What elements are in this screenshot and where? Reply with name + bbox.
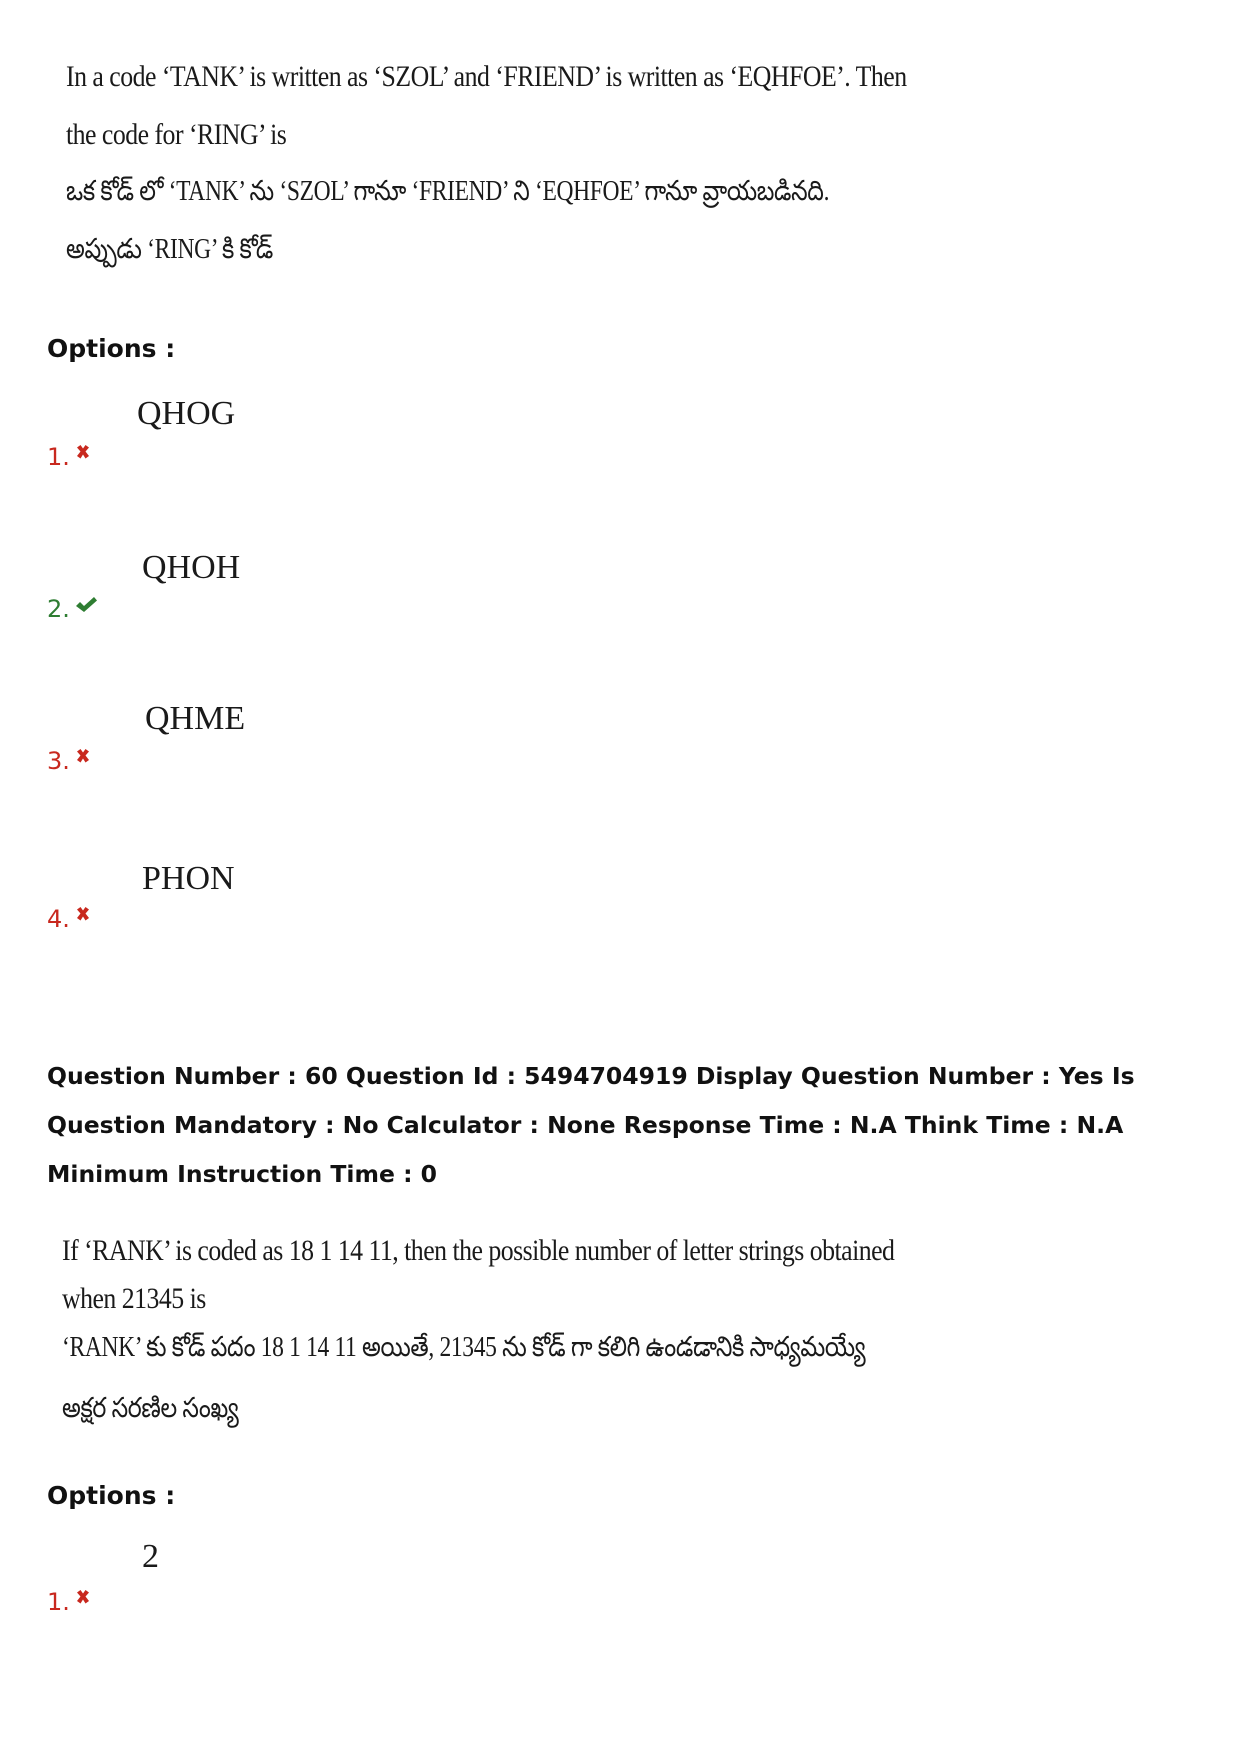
question-text-en-line1: If ‘RANK’ is coded as 18 1 14 11, then the possible number of letter strings obtained <box>62 1234 895 1267</box>
option-text: QHOH <box>142 549 241 586</box>
option-item[interactable] <box>47 860 347 940</box>
question-text-te-line2: అక్షర సరణిల సంఖ్య <box>62 1393 239 1424</box>
option-number-row <box>47 747 92 775</box>
question-text-te-line1: ఒక కోడ్ లో ‘TANK’ ను ‘SZOL’ గానూ ‘FRIEND’ ని ‘EQHFOE’ గానూ వ్రాయబడినది. <box>66 176 830 207</box>
cross-icon <box>74 905 92 923</box>
option-number-row <box>47 443 92 471</box>
question-text-en-line2: the code for ‘RING’ is <box>66 118 287 151</box>
options-label: Options : <box>47 334 176 363</box>
option-item[interactable] <box>47 1538 347 1618</box>
cross-icon <box>74 443 92 461</box>
question-text-te-line1: ‘RANK’ కు కోడ్ పదం 18 1 14 11 అయితే, 21345 ను కోడ్ గా కలిగి ఉండడానికి సాధ్యమయ్యే <box>62 1332 866 1363</box>
question-text-te-line2: అప్పుడు ‘RING’ కి కోడ్ <box>66 234 273 265</box>
option-text: 2 <box>142 1538 159 1575</box>
question-text-en-line1: In a code ‘TANK’ is written as ‘SZOL’ and ‘FRIEND’ is written as ‘EQHFOE’. Then <box>66 60 907 93</box>
check-icon <box>74 595 98 615</box>
option-number: 1. <box>47 1588 70 1616</box>
question-meta: Question Number : 60 Question Id : 5494704919 Display Question Number : Yes Is Question Mandatory : No Calculator : None Response Time : N.A Think Time : N.A Minimum Instruction Time : 0 <box>47 1062 1135 1188</box>
option-number-row <box>47 595 98 623</box>
option-number: 4. <box>47 905 70 933</box>
options-label: Options : <box>47 1481 176 1510</box>
option-number: 2. <box>47 595 70 623</box>
cross-icon <box>74 747 92 765</box>
question-59-image <box>62 52 962 292</box>
option-text: QHME <box>145 700 246 737</box>
option-item[interactable] <box>47 700 347 780</box>
cross-icon <box>74 1588 92 1606</box>
option-number-row <box>47 1588 92 1616</box>
option-text: QHOG <box>137 395 236 432</box>
question-text-en-line2: when 21345 is <box>62 1282 206 1315</box>
option-item[interactable] <box>47 395 347 475</box>
option-text: PHON <box>142 860 235 897</box>
option-number-row <box>47 905 92 933</box>
question-60-image <box>62 1230 962 1450</box>
option-number: 3. <box>47 747 70 775</box>
option-number: 1. <box>47 443 70 471</box>
option-item[interactable] <box>47 549 347 629</box>
